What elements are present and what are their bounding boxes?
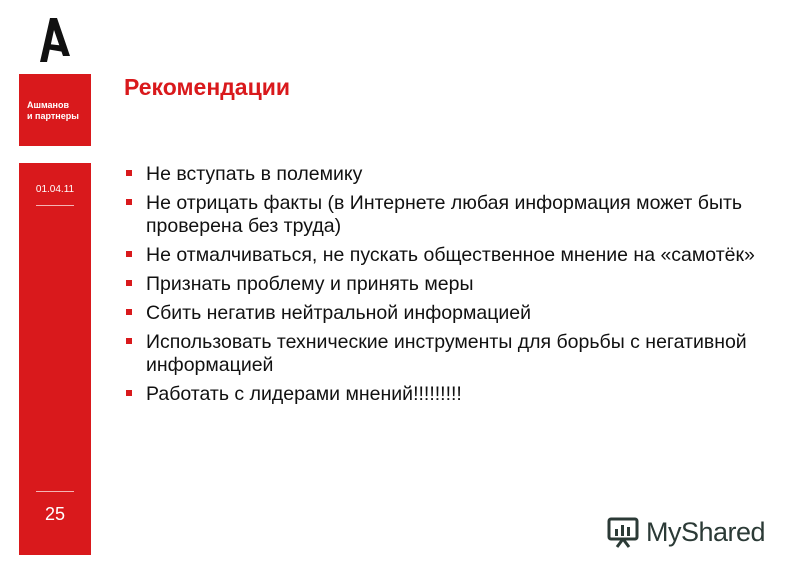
watermark-text: MyShared	[646, 516, 766, 547]
bullet-marker	[126, 199, 132, 205]
bullet-marker	[126, 338, 132, 344]
bullet-marker	[126, 309, 132, 315]
bullet-item	[124, 273, 774, 296]
myshared-presentation-icon	[606, 515, 640, 549]
bullet-item	[124, 163, 774, 186]
brand-box	[19, 74, 91, 146]
slide-date: 01.04.11	[35, 184, 75, 195]
bullet-text: Не отрицать факты (в Интернете любая информация может быть проверена без труда)	[146, 192, 743, 237]
ashmanov-logo-icon	[36, 16, 72, 64]
bullet-text: Признать проблему и принять меры	[146, 273, 474, 295]
bullet-marker	[126, 251, 132, 257]
divider-bottom	[36, 491, 74, 492]
myshared-watermark	[606, 514, 765, 550]
bullet-item	[124, 302, 774, 325]
bullet-marker	[126, 390, 132, 396]
brand-name: Ашманов и партнеры	[27, 100, 79, 121]
bullet-text: Работать с лидерами мнений!!!!!!!!!	[146, 383, 462, 405]
bullet-item	[124, 383, 774, 406]
bullet-item	[124, 192, 774, 238]
bullet-list	[124, 163, 774, 412]
bullet-text: Не отмалчиваться, не пускать общественное мнение на «самотёк»	[146, 244, 755, 266]
divider-top	[36, 205, 74, 206]
bullet-text: Не вступать в полемику	[146, 163, 363, 185]
slide-title: Рекомендации	[124, 74, 291, 100]
bullet-item	[124, 244, 774, 267]
bullet-text: Сбить негатив нейтральной информацией	[146, 302, 532, 324]
bullet-marker	[126, 170, 132, 176]
page-number: 25	[44, 504, 66, 524]
bullet-marker	[126, 280, 132, 286]
sidebar-bar	[19, 163, 91, 555]
bullet-item	[124, 331, 774, 377]
bullet-text: Использовать технические инструменты для борьбы с негативной информацией	[146, 331, 747, 376]
